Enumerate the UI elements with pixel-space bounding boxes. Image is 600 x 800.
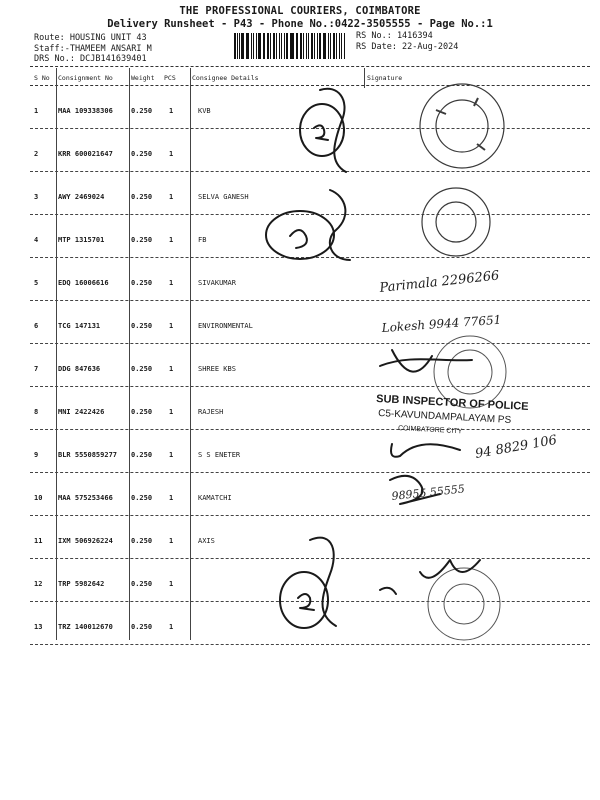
barcode-bar [290, 33, 291, 59]
barcode-bar [341, 33, 342, 59]
row-consignment-no: MNI 2422426 [58, 408, 105, 416]
col-header-pcs: PCS [164, 74, 176, 82]
table-row [30, 602, 590, 645]
row-sno: 9 [34, 451, 39, 459]
rs-number: RS No.: 1416394 [356, 31, 433, 41]
row-consignment-no: KRR 600021647 [58, 150, 113, 158]
barcode-bar [247, 33, 249, 59]
row-pcs: 1 [169, 236, 174, 244]
row-pcs: 1 [169, 623, 174, 631]
row-pcs: 1 [169, 322, 174, 330]
row-weight: 0.250 [131, 451, 153, 459]
row-consignment-no: MAA 109338306 [58, 107, 113, 115]
col-header-sno: S No [34, 74, 50, 82]
barcode [234, 33, 346, 59]
handwritten-note: Lokesh 9944 77651 [381, 312, 502, 335]
row-sno: 7 [34, 365, 39, 373]
table-row [30, 258, 590, 301]
col-header-consignee: Consignee Details [192, 74, 259, 82]
row-weight: 0.250 [131, 537, 153, 545]
barcode-bar [291, 33, 293, 59]
row-sno: 2 [34, 150, 39, 158]
row-consignment-no: AWY 2469024 [58, 193, 105, 201]
table-row [30, 172, 590, 215]
row-sno: 8 [34, 408, 39, 416]
barcode-bar [267, 33, 269, 59]
runsheet-title: THE PROFESSIONAL COURIERS, COIMBATORE [179, 5, 421, 17]
police-stamp-line: C5-KAVUNDAMPALAYAM PS [377, 408, 512, 426]
col-header-signature: Signature [367, 74, 403, 82]
row-consignment-no: EDQ 16006616 [58, 279, 109, 287]
barcode-bar [281, 33, 282, 59]
row-weight: 0.250 [131, 193, 153, 201]
row-weight: 0.250 [131, 107, 153, 115]
row-consignee: S S ENETER [198, 451, 241, 459]
barcode-bar [241, 33, 243, 59]
runsheet-meta-right [356, 31, 458, 52]
barcode-bar [258, 33, 260, 59]
col-header-weight: Weight [131, 74, 155, 82]
barcode-bar [270, 33, 271, 59]
row-consignee: SHREE KBS [198, 365, 236, 373]
table-row [30, 559, 590, 602]
barcode-bar [237, 33, 238, 59]
row-consignee: FB [198, 236, 207, 244]
row-weight: 0.250 [131, 279, 153, 287]
barcode-bar [324, 33, 326, 59]
row-sno: 12 [34, 580, 43, 588]
table-row [30, 301, 590, 344]
barcode-bar [279, 33, 281, 59]
barcode-bar [264, 33, 265, 59]
row-consignment-no: TCG 147131 [58, 322, 101, 330]
barcode-bar [319, 33, 321, 59]
row-weight: 0.250 [131, 365, 153, 373]
row-consignee: SELVA GANESH [198, 193, 249, 201]
barcode-bar [330, 33, 331, 59]
barcode-bar [323, 33, 324, 59]
barcode-bar [256, 33, 258, 59]
row-consignment-no: MTP 1315701 [58, 236, 105, 244]
row-consignee: KAMATCHI [198, 494, 232, 502]
row-consignee: RAJESH [198, 408, 224, 416]
barcode-bar [234, 33, 236, 59]
row-weight: 0.250 [131, 236, 153, 244]
barcode-bar [286, 33, 288, 59]
row-sno: 3 [34, 193, 39, 201]
row-pcs: 1 [169, 494, 174, 502]
handwritten-note: 98955 55555 [390, 482, 466, 503]
row-sno: 5 [34, 279, 39, 287]
barcode-bar [333, 33, 335, 59]
barcode-bar [284, 33, 285, 59]
row-sno: 13 [34, 623, 43, 631]
table-row [30, 86, 590, 129]
row-consignee: ENVIRONMENTAL [198, 322, 253, 330]
rs-date: RS Date: 22-Aug-2024 [356, 41, 459, 52]
row-sno: 6 [34, 322, 39, 330]
table-row [30, 516, 590, 559]
row-pcs: 1 [169, 279, 174, 287]
barcode-bar [344, 33, 345, 59]
row-pcs: 1 [169, 451, 174, 459]
row-weight: 0.250 [131, 623, 153, 631]
row-sno: 4 [34, 236, 39, 244]
row-weight: 0.250 [131, 150, 153, 158]
barcode-bar [328, 33, 329, 59]
table-row [30, 430, 590, 473]
row-sno: 1 [34, 107, 39, 115]
runsheet-subtitle: Delivery Runsheet - P43 - Phone No.:0422-3505555 - Page No.:1 [107, 18, 493, 30]
police-stamp-line: COIMBATORE CITY [397, 425, 463, 436]
row-consignee: SIVAKUMAR [198, 279, 236, 287]
table-row [30, 215, 590, 258]
barcode-bar [303, 33, 304, 59]
row-weight: 0.250 [131, 322, 153, 330]
row-sno: 10 [34, 494, 43, 502]
barcode-bar [246, 33, 247, 59]
barcode-bar [336, 33, 337, 59]
col-header-consignment: Consignment No [58, 74, 113, 82]
row-weight: 0.250 [131, 580, 153, 588]
col-divider [364, 68, 365, 88]
drs-label: DRS No.: DCJB141639401 [34, 54, 147, 64]
barcode-bar [300, 33, 302, 59]
barcode-bar [306, 33, 308, 59]
barcode-bar [308, 33, 309, 59]
row-pcs: 1 [169, 408, 174, 416]
barcode-bar [263, 33, 264, 59]
row-sno: 11 [34, 537, 43, 545]
header-top-rule [30, 66, 590, 67]
row-pcs: 1 [169, 365, 174, 373]
barcode-bar [276, 33, 277, 59]
barcode-bar [296, 33, 297, 59]
barcode-bar [239, 33, 240, 59]
runsheet-meta-left [34, 33, 152, 65]
row-pcs: 1 [169, 107, 174, 115]
row-pcs: 1 [169, 580, 174, 588]
handwritten-note: 94 8829 106 [474, 432, 559, 462]
barcode-bar [317, 33, 318, 59]
row-consignee: KVB [198, 107, 211, 115]
table-row [30, 473, 590, 516]
row-consignment-no: TRZ 140012670 [58, 623, 113, 631]
route-label: Route: HOUSING UNIT 43 [34, 33, 147, 43]
row-consignee: AXIS [198, 537, 215, 545]
row-pcs: 1 [169, 150, 174, 158]
table-row [30, 387, 590, 430]
row-pcs: 1 [169, 193, 174, 201]
row-consignment-no: BLR 5550859277 [58, 451, 118, 459]
row-weight: 0.250 [131, 408, 153, 416]
row-consignment-no: IXM 506926224 [58, 537, 113, 545]
row-weight: 0.250 [131, 494, 153, 502]
barcode-bar [273, 33, 275, 59]
row-consignment-no: DDG 847636 [58, 365, 101, 373]
row-consignment-no: MAA 575253466 [58, 494, 113, 502]
barcode-bar [339, 33, 341, 59]
barcode-bar [314, 33, 315, 59]
row-pcs: 1 [169, 537, 174, 545]
barcode-bar [311, 33, 313, 59]
handwritten-note: Parimala 2296266 [378, 268, 501, 296]
table-row [30, 344, 590, 387]
barcode-bar [297, 33, 298, 59]
barcode-bar [251, 33, 252, 59]
barcode-bar [253, 33, 254, 59]
row-divider [30, 644, 590, 645]
table-row [30, 129, 590, 172]
police-stamp-line: SUB INSPECTOR OF POLICE [375, 393, 529, 413]
staff-label: Staff:-THAMEEM ANSARI M [34, 43, 152, 54]
row-consignment-no: TRP 5982642 [58, 580, 105, 588]
